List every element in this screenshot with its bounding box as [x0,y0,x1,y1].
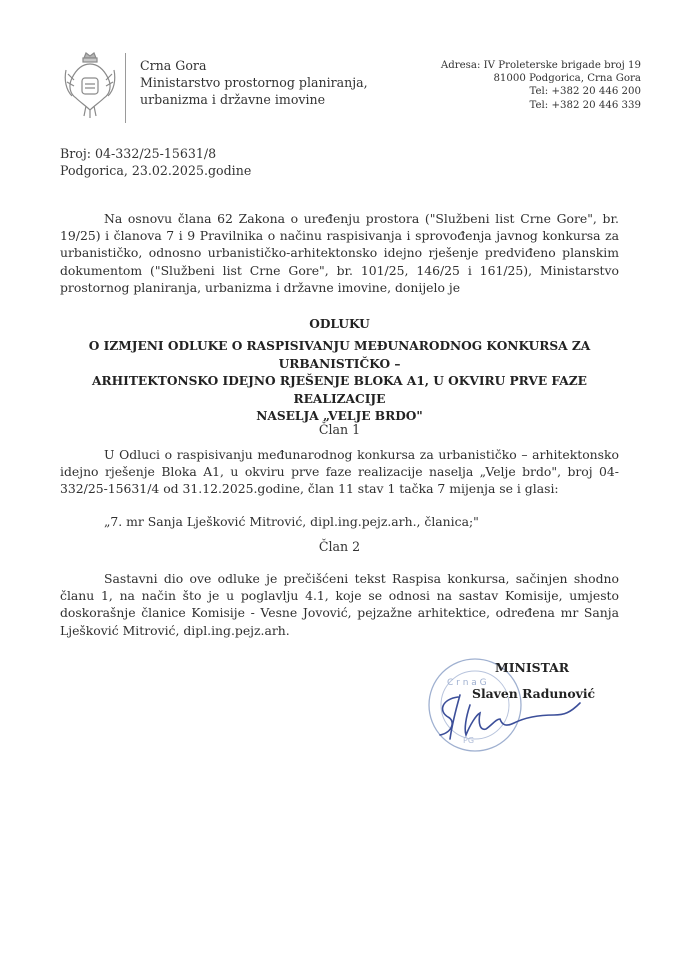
address-city: 81000 Podgorica, Crna Gora [493,73,641,85]
svg-text:PG: PG [463,736,475,745]
signatory-name: Slaven Radunović [472,686,596,701]
svg-text:C r n a G: C r n a G [447,678,487,688]
decision-heading: ODLUKU [309,317,370,331]
intro-paragraph [60,210,619,296]
article-1-heading: Član 1 [318,422,361,437]
coat-of-arms-icon [62,50,118,120]
article-1-quote: „7. mr Sanja Lješković Mitrović, dipl.ing.pejz.arh., članica;" [104,514,479,529]
document-number: Broj: 04-332/25-15631/8 [60,146,217,161]
document-meta [60,145,251,179]
org-ministry-line-2: urbanizma i državne imovine [140,92,326,107]
article-2-paragraph [60,570,619,639]
handwritten-signature-icon [430,685,590,745]
header-divider [125,53,126,123]
article-2-text: Sastavni dio ove odluke je prečišćeni tekst Raspisa konkursa, sačinjen shodno članu 1, na način što je u poglavlju 4.1, koje se odnosi na sastav Komisije, umjesto doskorašnje članice Komisije - Vesne Jovović, pejzažne arhitektice, određena mr Sanja Lješković Mitrović, dipl.ing.pejz.arh. [60,571,619,638]
phone-2: Tel: +382 20 446 339 [529,99,641,111]
article-1-paragraph [60,446,619,498]
subtitle-line-3: NASELJA „VELJE BRDO" [256,409,423,423]
article-1-text: U Odluci o raspisivanju međunarodnog konkursa za urbanističko – arhitektonsko idejno rješenje Bloka A1, u okviru prve faze realizacije naselja „Velje brdo", broj 04-332/25-15631/4 od 31.12.2025.godine, član 11 stav 1 tačka 7 mijenja se i glasi: [60,447,619,497]
phone-1: Tel: +382 20 446 200 [529,86,641,98]
signatory-title: MINISTAR [495,660,570,675]
address-block [441,59,641,112]
document-place-date: Podgorica, 23.02.2025.godine [60,163,252,178]
subtitle-line-2: ARHITEKTONSKO IDEJNO RJEŠENJE BLOKA A1, U OKVIRU PRVE FAZE REALIZACIJE [92,374,587,406]
address-street: Adresa: IV Proleterske brigade broj 19 [440,60,641,71]
org-country: Crna Gora [140,58,207,73]
article-2-heading: Član 2 [318,539,361,554]
intro-text: Na osnovu člana 62 Zakona o uređenju prostora ("Službeni list Crne Gore", br. 19/25) i članova 7 i 9 Pravilnika o načinu raspisivanja i sprovođenja javnog konkursa za urbanističko, odnosno urbanističko-arhitektonsko idejno rješenje predviđeno planskim dokumentom ("Službeni list Crne Gore", br. 101/25, 146/25 i 161/25), Ministarstvo prostornog planiranja, urbanizma i državne imovine, donijelo je [60,211,619,295]
organization-block [140,57,368,108]
org-ministry-line-1: Ministarstvo prostornog planiranja, [140,75,368,90]
subtitle-line-1: O IZMJENI ODLUKE O RASPISIVANJU MEĐUNARODNOG KONKURSA ZA URBANISTIČKO – [88,339,591,371]
decision-subtitle [60,338,619,426]
